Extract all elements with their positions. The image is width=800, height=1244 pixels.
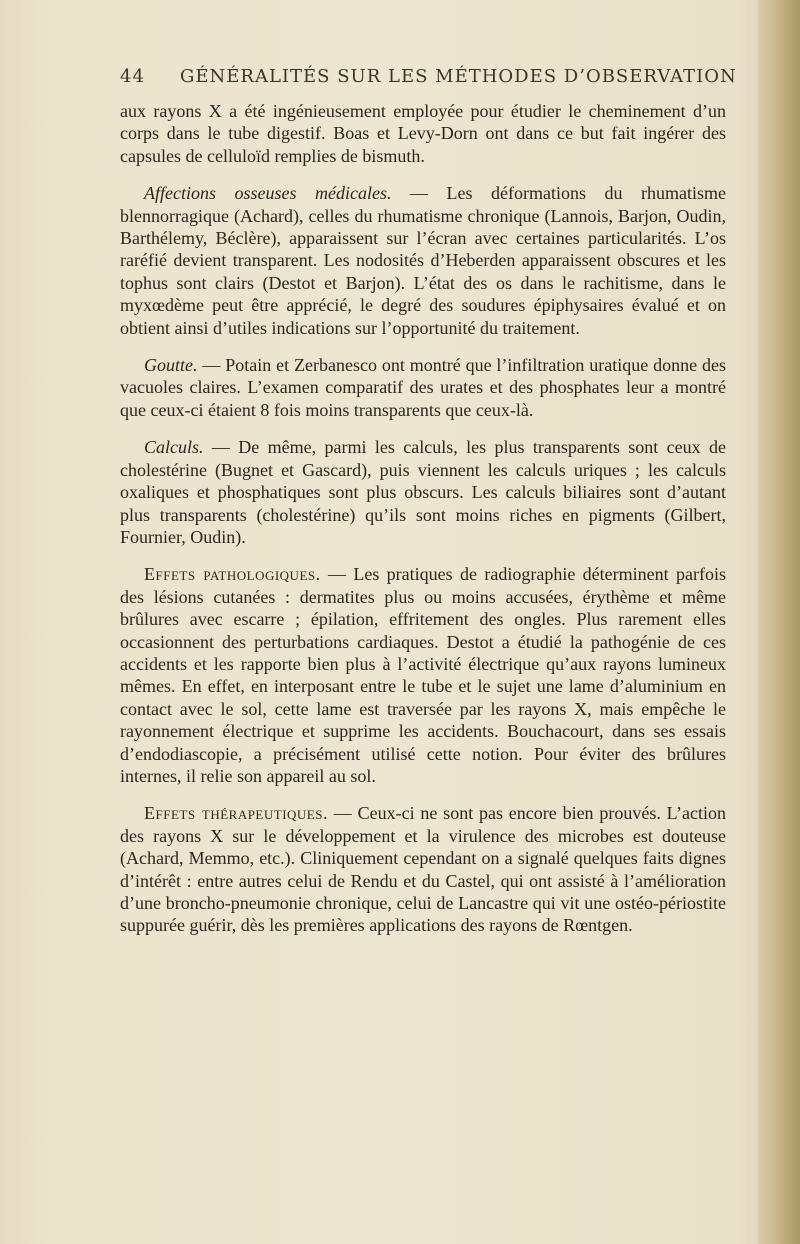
paragraph-text: aux rayons X a été ingénieusement employée pour étudier le cheminement d’un corps dans le tube digestif. Boas et Levy-Dorn ont dans ce but fait ingérer des capsules de celluloïd remplies de bismuth.	[120, 101, 726, 166]
paragraph-text: — De même, parmi les calculs, les plus transparents sont ceux de cholestérine (Bugnet et Gascard), puis viennent les calculs uriques ; les calculs oxaliques et phosphatiques sont plus obscurs. Les calculs biliaires sont d’autant plus transparents (cholestérine) qu’ils sont moins riches en pigments (Gilbert, Fournier, Oudin).	[120, 437, 726, 547]
paragraph-effets-therapeutiques	[120, 802, 726, 936]
body-text	[120, 100, 726, 952]
paragraph-text: — Les déformations du rhumatisme blennorragique (Achard), celles du rhumatisme chronique (Lannois, Barjon, Oudin, Barthélemy, Béclère), apparaissent sur l’écran avec certaines particularités. L’os raréfié devient transparent. Les nodosités d’Heberden apparaissent obscures et les tophus sont clairs (Destot et Barjon). L’état des os dans le rachitisme, dans le myxœdème peut être apprécié, le degré des soudures épiphysaires évalué et on obtient ainsi d’utiles indications sur l’opportunité du traitement.	[120, 183, 726, 338]
page-spine-edge	[758, 0, 800, 1244]
paragraph-lead: Effets thérapeutiques.	[144, 803, 328, 824]
paragraph-lead: Affections osseuses médicales.	[144, 183, 392, 204]
paragraph-continuation	[120, 100, 726, 167]
paragraph-lead: Effets pathologiques.	[144, 564, 321, 585]
paragraph-text: — Potain et Zerbanesco ont montré que l’infiltration uratique donne des vacuoles claires. L’examen comparatif des urates et des phosphates leur a montré que ceux-ci étaient 8 fois moins transparents que ceux-là.	[120, 355, 726, 420]
running-title: GÉNÉRALITÉS SUR LES MÉTHODES D’OBSERVATION	[180, 66, 737, 87]
paragraph-goutte	[120, 354, 726, 421]
paragraph-lead: Calculs.	[144, 437, 204, 458]
paragraph-lead: Goutte.	[144, 355, 198, 376]
paragraph-text: — Les pratiques de radiographie déterminent parfois des lésions cutanées : dermatites plus ou moins accusées, érythème et même brûlures avec escarre ; épilation, effritement des ongles. Plus rarement elles occasionnent des perturbations cardiaques. Destot a étudié la pathogénie de ces accidents et les rapporte bien plus à l’activité électrique qu’aux rayons lumineux mêmes. En effet, en interposant entre le tube et le sujet une lame d’aluminium en contact avec le sol, cette lame est traversée par les rayons X, mais empêche le rayonnement électrique et supprime les accidents. Bouchacourt, dans ses essais d’endodiascopie, a précisément utilisé cette notion. Pour éviter des brûlures internes, il relie son appareil au sol.	[120, 564, 726, 786]
paragraph-calculs	[120, 436, 726, 548]
paragraph-effets-pathologiques	[120, 563, 726, 787]
paragraph-text: — Ceux-ci ne sont pas encore bien prouvés. L’action des rayons X sur le développement et la virulence des microbes est douteuse (Achard, Memmo, etc.). Cliniquement cependant on a signalé quelques faits dignes d’intérêt : entre autres celui de Rendu et du Castel, qui ont assisté à l’amélioration d’une broncho-pneumonie chronique, celui de Lancastre qui vit une ostéo-périostite suppurée guérir, dès les premières applications des rayons de Rœntgen.	[120, 803, 726, 936]
page-number: 44	[120, 66, 145, 87]
running-header	[120, 66, 737, 88]
paragraph-affections-osseuses	[120, 182, 726, 339]
